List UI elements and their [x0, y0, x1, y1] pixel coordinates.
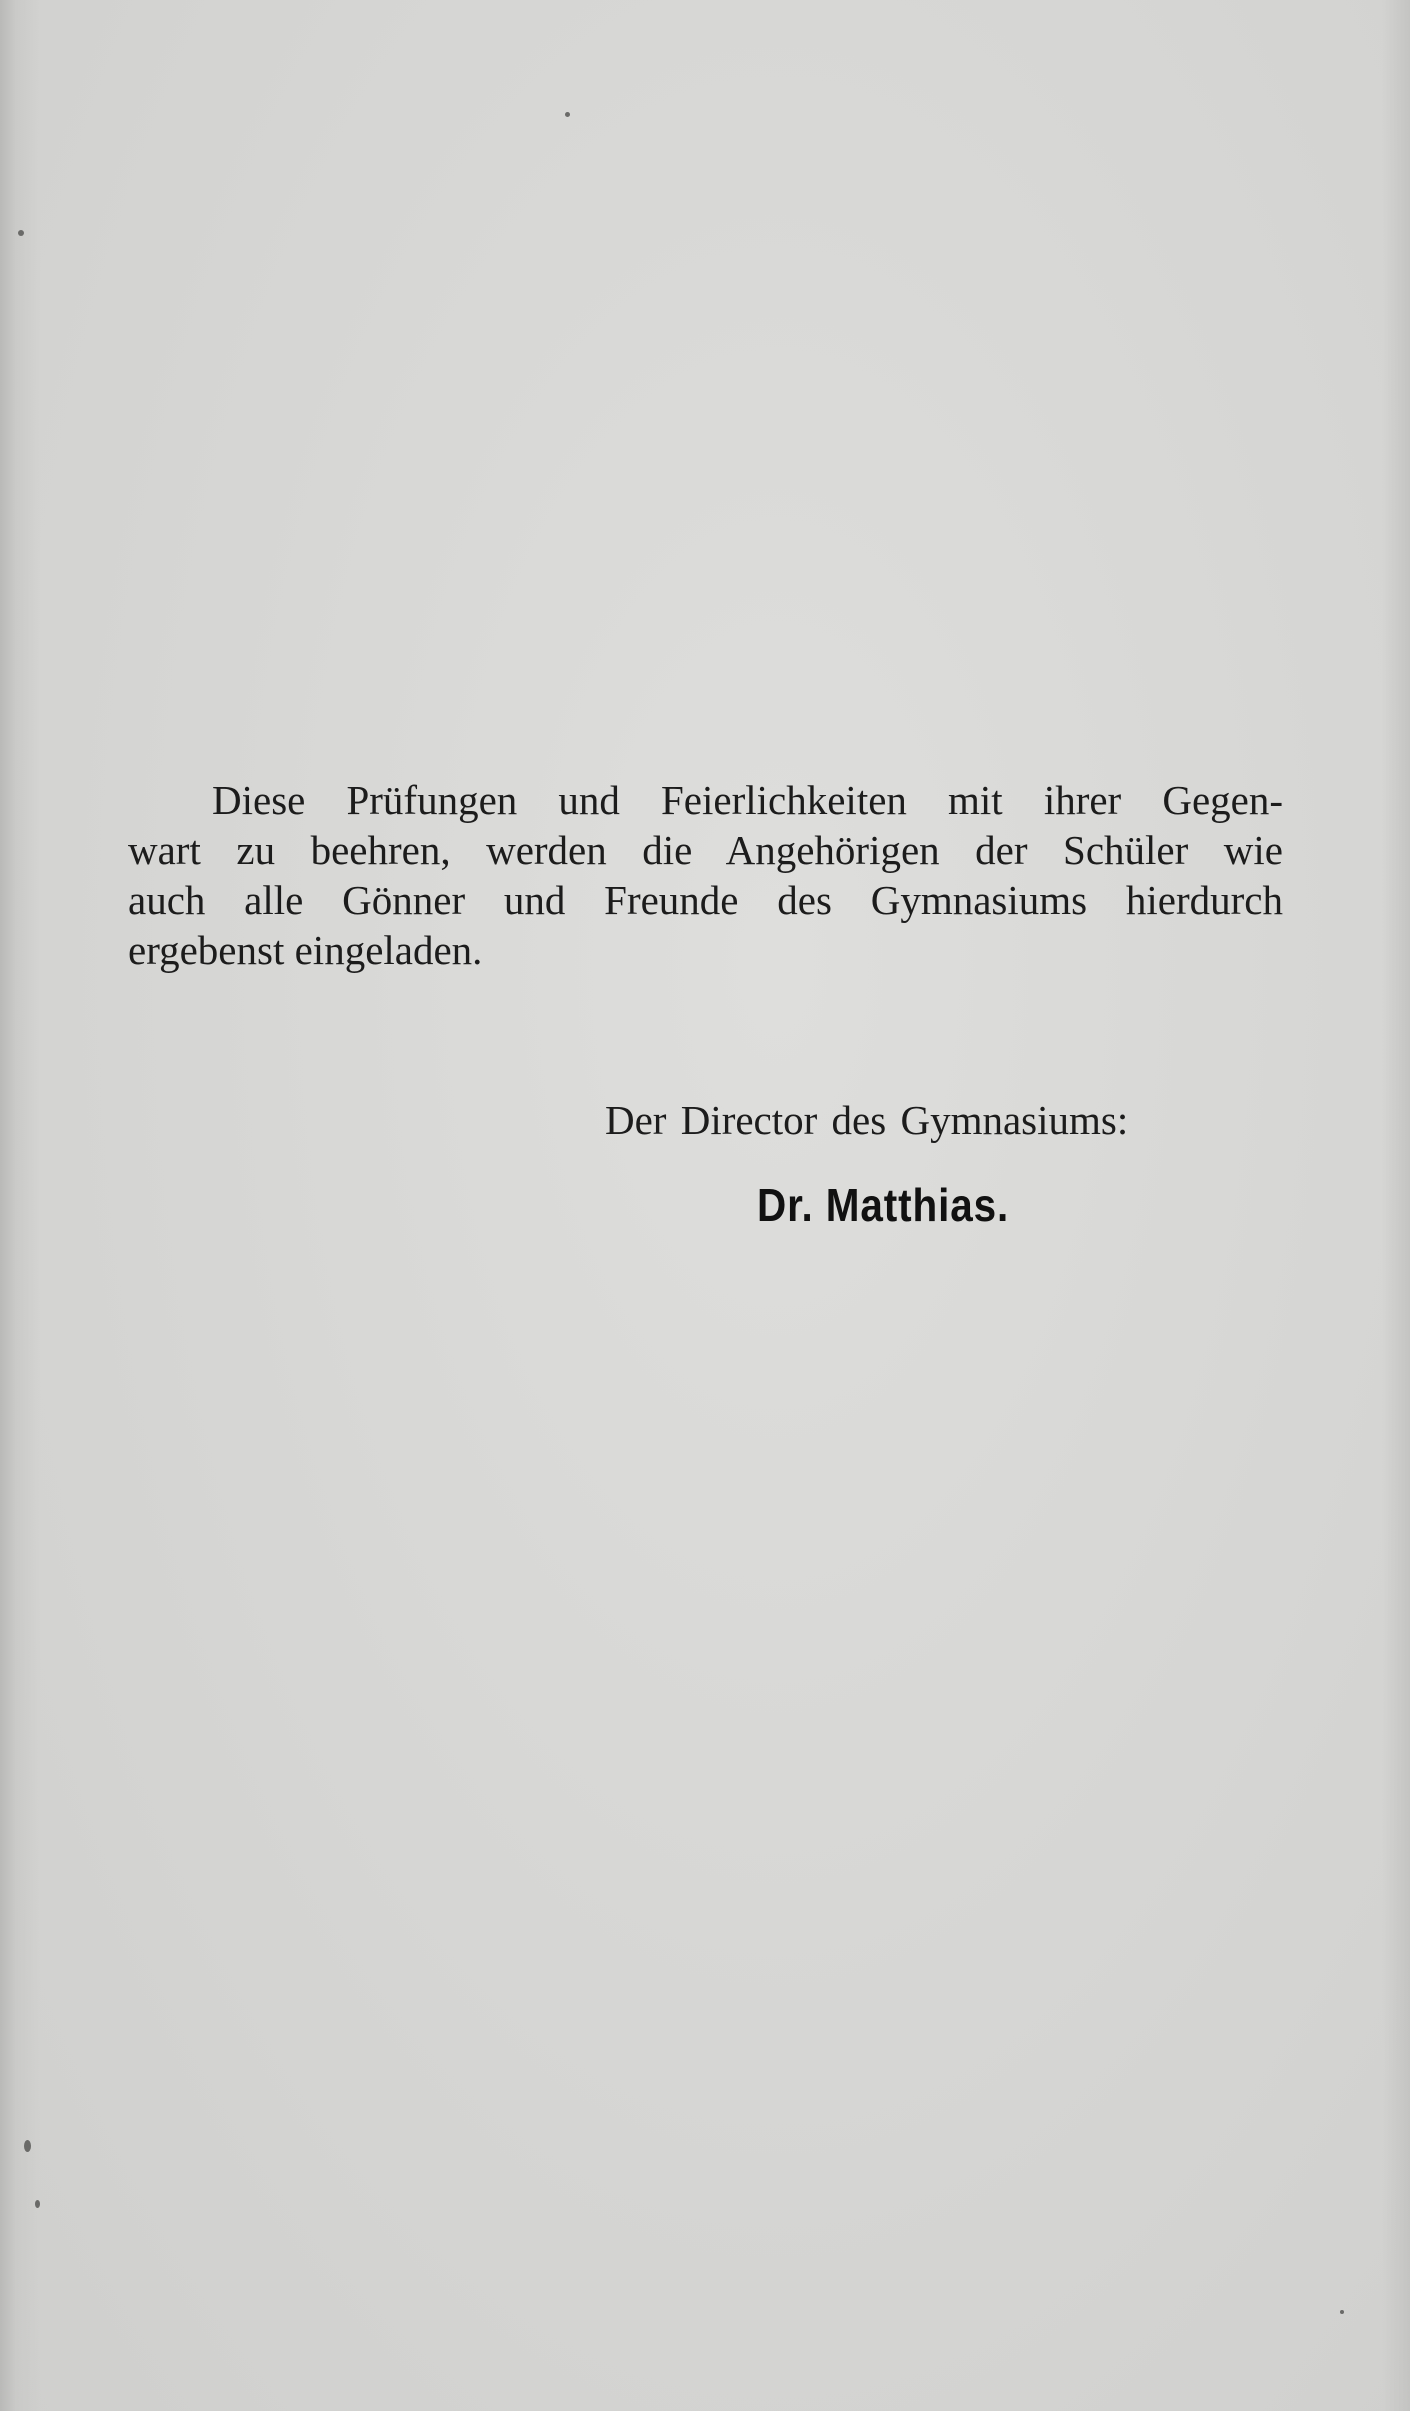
paragraph-line: Diese Prüfungen und Feierlichkeiten mit ihrer Gegen-	[212, 777, 1283, 823]
scan-speck	[35, 2200, 40, 2208]
paragraph-line: auch alle Gönner und Freunde des Gymnasiums hierdurch	[128, 877, 1283, 923]
page-edge-shadow-left	[0, 0, 40, 2411]
scan-speck	[24, 2140, 31, 2152]
signature-role: Der Director des Gymnasiums:	[605, 1097, 1129, 1143]
signature-name: Dr. Matthias.	[757, 1179, 1010, 1231]
invitation-paragraph	[128, 775, 1283, 975]
scan-speck	[565, 112, 570, 117]
page-edge-shadow-right	[1382, 0, 1410, 2411]
paragraph-line: ergebenst eingeladen.	[128, 927, 483, 973]
paragraph-line: wart zu beehren, werden die Angehörigen der Schüler wie	[128, 827, 1283, 873]
scan-speck	[18, 230, 24, 236]
scan-speck	[1340, 2310, 1344, 2314]
